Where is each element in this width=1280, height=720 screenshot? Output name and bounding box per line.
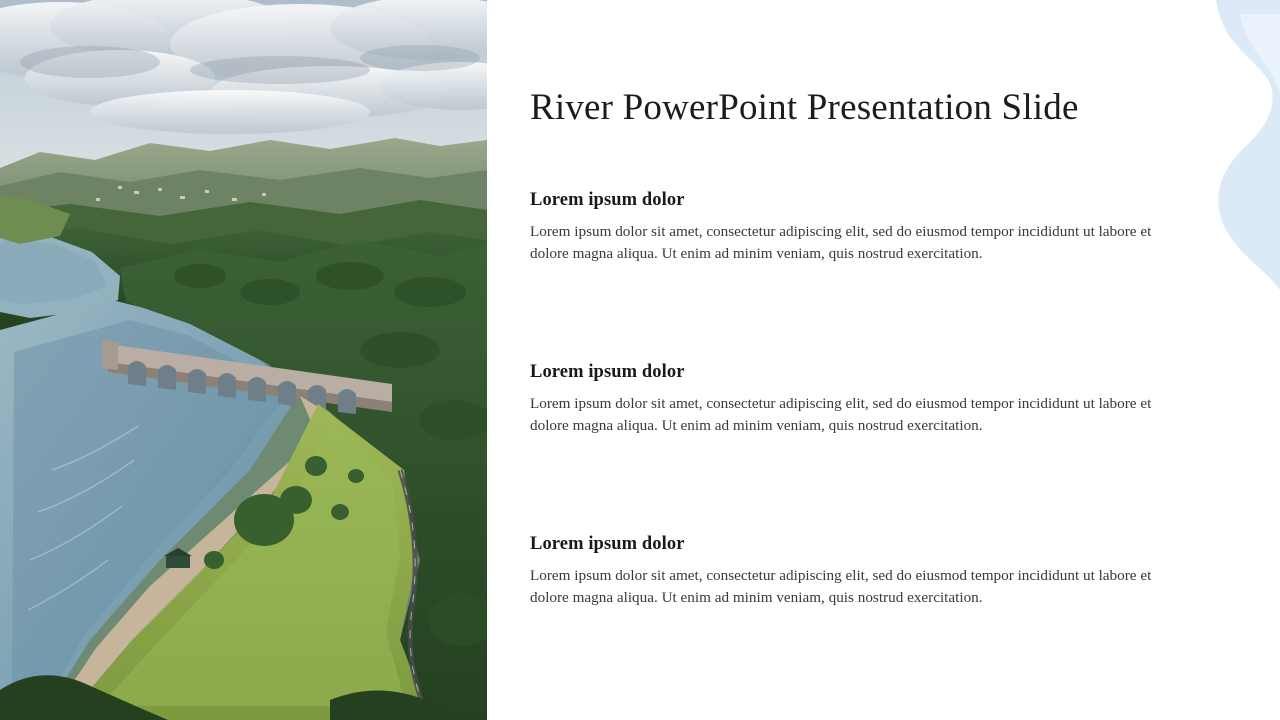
slide-content (530, 0, 1230, 720)
text-block-heading: Lorem ipsum dolor (530, 190, 685, 210)
text-block-heading: Lorem ipsum dolor (530, 362, 685, 383)
text-block (530, 534, 1170, 608)
river-photo-illustration (0, 0, 487, 720)
river-photo (0, 0, 487, 720)
text-block-list (530, 190, 1170, 608)
text-block (530, 362, 1170, 436)
text-block-heading: Lorem ipsum dolor (530, 534, 685, 555)
text-block-body: Lorem ipsum dolor sit amet, consectetur adipiscing elit, sed do eiusmod tempor incididunt ut labore et dolore magna aliqua. Ut enim ad minim veniam, quis nostrud exercitation. (530, 395, 1152, 434)
text-block-body: Lorem ipsum dolor sit amet, consectetur adipiscing elit, sed do eiusmod tempor incididunt ut labore et dolore magna aliqua. Ut enim ad minim veniam, quis nostrud exercitation. (530, 567, 1152, 606)
page-title: River PowerPoint Presentation Slide (530, 86, 1079, 128)
text-block (530, 190, 1170, 264)
text-block-body: Lorem ipsum dolor sit amet, consectetur adipiscing elit, sed do eiusmod tempor incididunt ut labore et dolore magna aliqua. Ut enim ad minim veniam, quis nostrud exercitation. (530, 223, 1152, 262)
